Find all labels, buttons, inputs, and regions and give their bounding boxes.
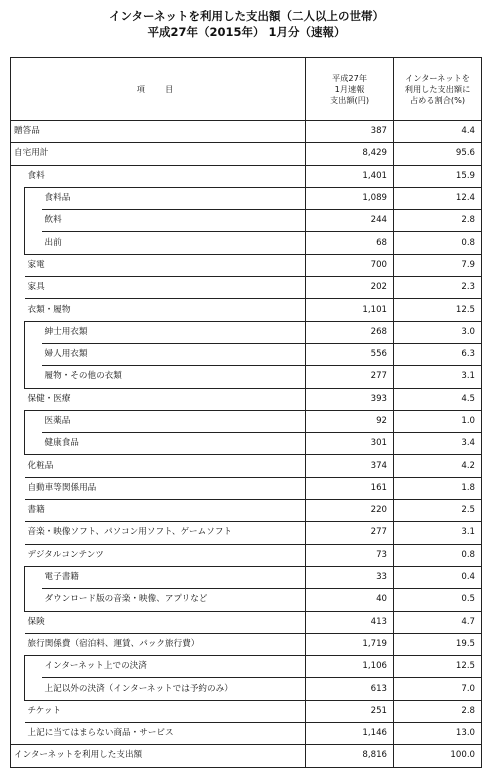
indent-cell	[25, 366, 42, 388]
row-amount: 73	[306, 544, 394, 566]
row-amount: 1,401	[306, 165, 394, 187]
table-row	[11, 388, 482, 410]
indent-cell	[25, 566, 42, 588]
row-ratio: 13.0	[394, 723, 482, 745]
row-label: 食料	[25, 165, 306, 187]
row-label: 家電	[25, 254, 306, 276]
row-label: 電子書籍	[42, 566, 306, 588]
indent-cell	[25, 433, 42, 455]
row-ratio: 6.3	[394, 343, 482, 365]
row-label: 衣類・履物	[25, 299, 306, 321]
table-row	[11, 544, 482, 566]
row-amount: 92	[306, 410, 394, 432]
row-amount: 413	[306, 611, 394, 633]
table-row	[11, 656, 482, 678]
row-ratio: 3.4	[394, 433, 482, 455]
table-row	[11, 522, 482, 544]
row-amount: 220	[306, 500, 394, 522]
row-amount: 277	[306, 366, 394, 388]
indent-cell	[11, 254, 25, 276]
indent-cell	[11, 589, 25, 611]
table-row	[11, 321, 482, 343]
row-label: 飲料	[42, 210, 306, 232]
row-ratio: 0.4	[394, 566, 482, 588]
row-label: 上記に当てはまらない商品・サービス	[25, 723, 306, 745]
indent-cell	[11, 210, 25, 232]
row-amount: 161	[306, 477, 394, 499]
row-label: 上記以外の決済（インターネットでは予約のみ）	[42, 678, 306, 700]
indent-cell	[11, 700, 25, 722]
header-ratio-line: 占める割合(%)	[409, 94, 466, 105]
indent-cell	[25, 343, 42, 365]
row-amount: 613	[306, 678, 394, 700]
header-amount-line: 平成27年	[332, 72, 368, 83]
indent-cell	[11, 165, 25, 187]
table-row	[11, 633, 482, 655]
row-amount: 40	[306, 589, 394, 611]
indent-cell	[11, 633, 25, 655]
row-label: ダウンロード版の音楽・映像、アプリなど	[42, 589, 306, 611]
row-ratio: 4.7	[394, 611, 482, 633]
indent-cell	[25, 656, 42, 678]
table-row	[11, 455, 482, 477]
table-row	[11, 343, 482, 365]
indent-cell	[11, 187, 25, 209]
table-row	[11, 589, 482, 611]
row-amount: 33	[306, 566, 394, 588]
row-ratio: 12.4	[394, 187, 482, 209]
table-row	[11, 299, 482, 321]
indent-cell	[11, 277, 25, 299]
table-row	[11, 433, 482, 455]
table-row	[11, 477, 482, 499]
row-ratio: 12.5	[394, 299, 482, 321]
row-label: 出前	[42, 232, 306, 254]
row-ratio: 100.0	[394, 745, 482, 767]
indent-cell	[11, 477, 25, 499]
indent-cell	[11, 433, 25, 455]
row-amount: 8,429	[306, 143, 394, 165]
header-ratio-line: インターネットを	[405, 72, 470, 83]
document-title: インターネットを利用した支出額（二人以上の世帯）	[109, 9, 384, 23]
table-row	[11, 700, 482, 722]
row-amount: 202	[306, 277, 394, 299]
table-row	[11, 410, 482, 432]
row-label: 音楽・映像ソフト、パソコン用ソフト、ゲームソフト	[25, 522, 306, 544]
row-amount: 393	[306, 388, 394, 410]
row-label: インターネット上での決済	[42, 656, 306, 678]
table-row	[11, 210, 482, 232]
row-label: 医薬品	[42, 410, 306, 432]
table-row	[11, 121, 482, 143]
indent-cell	[25, 187, 42, 209]
row-amount: 244	[306, 210, 394, 232]
row-amount: 700	[306, 254, 394, 276]
header-amount-line: 1月速報	[334, 83, 365, 94]
table-row	[11, 723, 482, 745]
row-ratio: 1.8	[394, 477, 482, 499]
row-amount: 1,719	[306, 633, 394, 655]
header-amount-line: 支出額(円)	[329, 94, 370, 105]
row-amount: 68	[306, 232, 394, 254]
table-row	[11, 165, 482, 187]
indent-cell	[11, 410, 25, 432]
expenditure-table	[10, 57, 482, 768]
row-ratio: 19.5	[394, 633, 482, 655]
row-ratio: 1.0	[394, 410, 482, 432]
row-amount: 251	[306, 700, 394, 722]
row-label: インターネットを利用した支出額	[11, 745, 306, 767]
header-amount	[306, 58, 394, 121]
row-amount: 1,089	[306, 187, 394, 209]
row-amount: 1,101	[306, 299, 394, 321]
row-ratio: 0.5	[394, 589, 482, 611]
row-label: 化粧品	[25, 455, 306, 477]
row-label: デジタルコンテンツ	[25, 544, 306, 566]
indent-cell	[25, 232, 42, 254]
row-ratio: 4.2	[394, 455, 482, 477]
row-label: 家具	[25, 277, 306, 299]
row-amount: 268	[306, 321, 394, 343]
row-amount: 1,106	[306, 656, 394, 678]
row-ratio: 2.8	[394, 210, 482, 232]
indent-cell	[11, 366, 25, 388]
row-ratio: 2.5	[394, 500, 482, 522]
row-ratio: 15.9	[394, 165, 482, 187]
indent-cell	[11, 388, 25, 410]
row-ratio: 7.0	[394, 678, 482, 700]
row-ratio: 3.1	[394, 522, 482, 544]
table-row	[11, 611, 482, 633]
header-ratio	[394, 58, 482, 121]
row-label: 贈答品	[11, 121, 306, 143]
table-row	[11, 143, 482, 165]
row-label: 食料品	[42, 187, 306, 209]
table-row	[11, 277, 482, 299]
row-ratio: 4.4	[394, 121, 482, 143]
table-row	[11, 254, 482, 276]
table-row	[11, 745, 482, 767]
row-amount: 301	[306, 433, 394, 455]
row-ratio: 2.3	[394, 277, 482, 299]
row-label: 保険	[25, 611, 306, 633]
row-amount: 8,816	[306, 745, 394, 767]
indent-cell	[25, 210, 42, 232]
row-label: 書籍	[25, 500, 306, 522]
row-amount: 556	[306, 343, 394, 365]
row-ratio: 95.6	[394, 143, 482, 165]
indent-cell	[11, 299, 25, 321]
row-ratio: 2.8	[394, 700, 482, 722]
row-label: 自宅用計	[11, 143, 306, 165]
indent-cell	[11, 500, 25, 522]
indent-cell	[11, 455, 25, 477]
document-subtitle: 平成27年（2015年） 1月分（速報）	[147, 25, 346, 39]
row-amount: 387	[306, 121, 394, 143]
indent-cell	[11, 566, 25, 588]
indent-cell	[25, 678, 42, 700]
table-row	[11, 187, 482, 209]
row-label: 紳士用衣類	[42, 321, 306, 343]
indent-cell	[11, 321, 25, 343]
indent-cell	[25, 410, 42, 432]
row-ratio: 3.0	[394, 321, 482, 343]
row-label: 婦人用衣類	[42, 343, 306, 365]
table-row	[11, 232, 482, 254]
table-row	[11, 678, 482, 700]
row-amount: 1,146	[306, 723, 394, 745]
row-ratio: 7.9	[394, 254, 482, 276]
table-row	[11, 500, 482, 522]
indent-cell	[11, 723, 25, 745]
row-ratio: 3.1	[394, 366, 482, 388]
indent-cell	[11, 232, 25, 254]
row-label: チケット	[25, 700, 306, 722]
header-item: 項 目	[11, 58, 306, 121]
indent-cell	[11, 343, 25, 365]
row-label: 旅行関係費（宿泊料、運賃、パック旅行費）	[25, 633, 306, 655]
row-label: 保健・医療	[25, 388, 306, 410]
indent-cell	[25, 589, 42, 611]
row-amount: 277	[306, 522, 394, 544]
row-label: 健康食品	[42, 433, 306, 455]
indent-cell	[11, 544, 25, 566]
row-amount: 374	[306, 455, 394, 477]
table-row	[11, 366, 482, 388]
table-header-row	[11, 58, 482, 121]
indent-cell	[11, 678, 25, 700]
indent-cell	[11, 522, 25, 544]
indent-cell	[25, 321, 42, 343]
row-ratio: 12.5	[394, 656, 482, 678]
row-label: 履物・その他の衣類	[42, 366, 306, 388]
row-ratio: 0.8	[394, 232, 482, 254]
row-ratio: 4.5	[394, 388, 482, 410]
table-body	[11, 121, 482, 768]
row-label: 自動車等関係用品	[25, 477, 306, 499]
indent-cell	[11, 611, 25, 633]
table-row	[11, 566, 482, 588]
header-ratio-line: 利用した支出額に	[404, 83, 471, 94]
indent-cell	[11, 656, 25, 678]
row-ratio: 0.8	[394, 544, 482, 566]
